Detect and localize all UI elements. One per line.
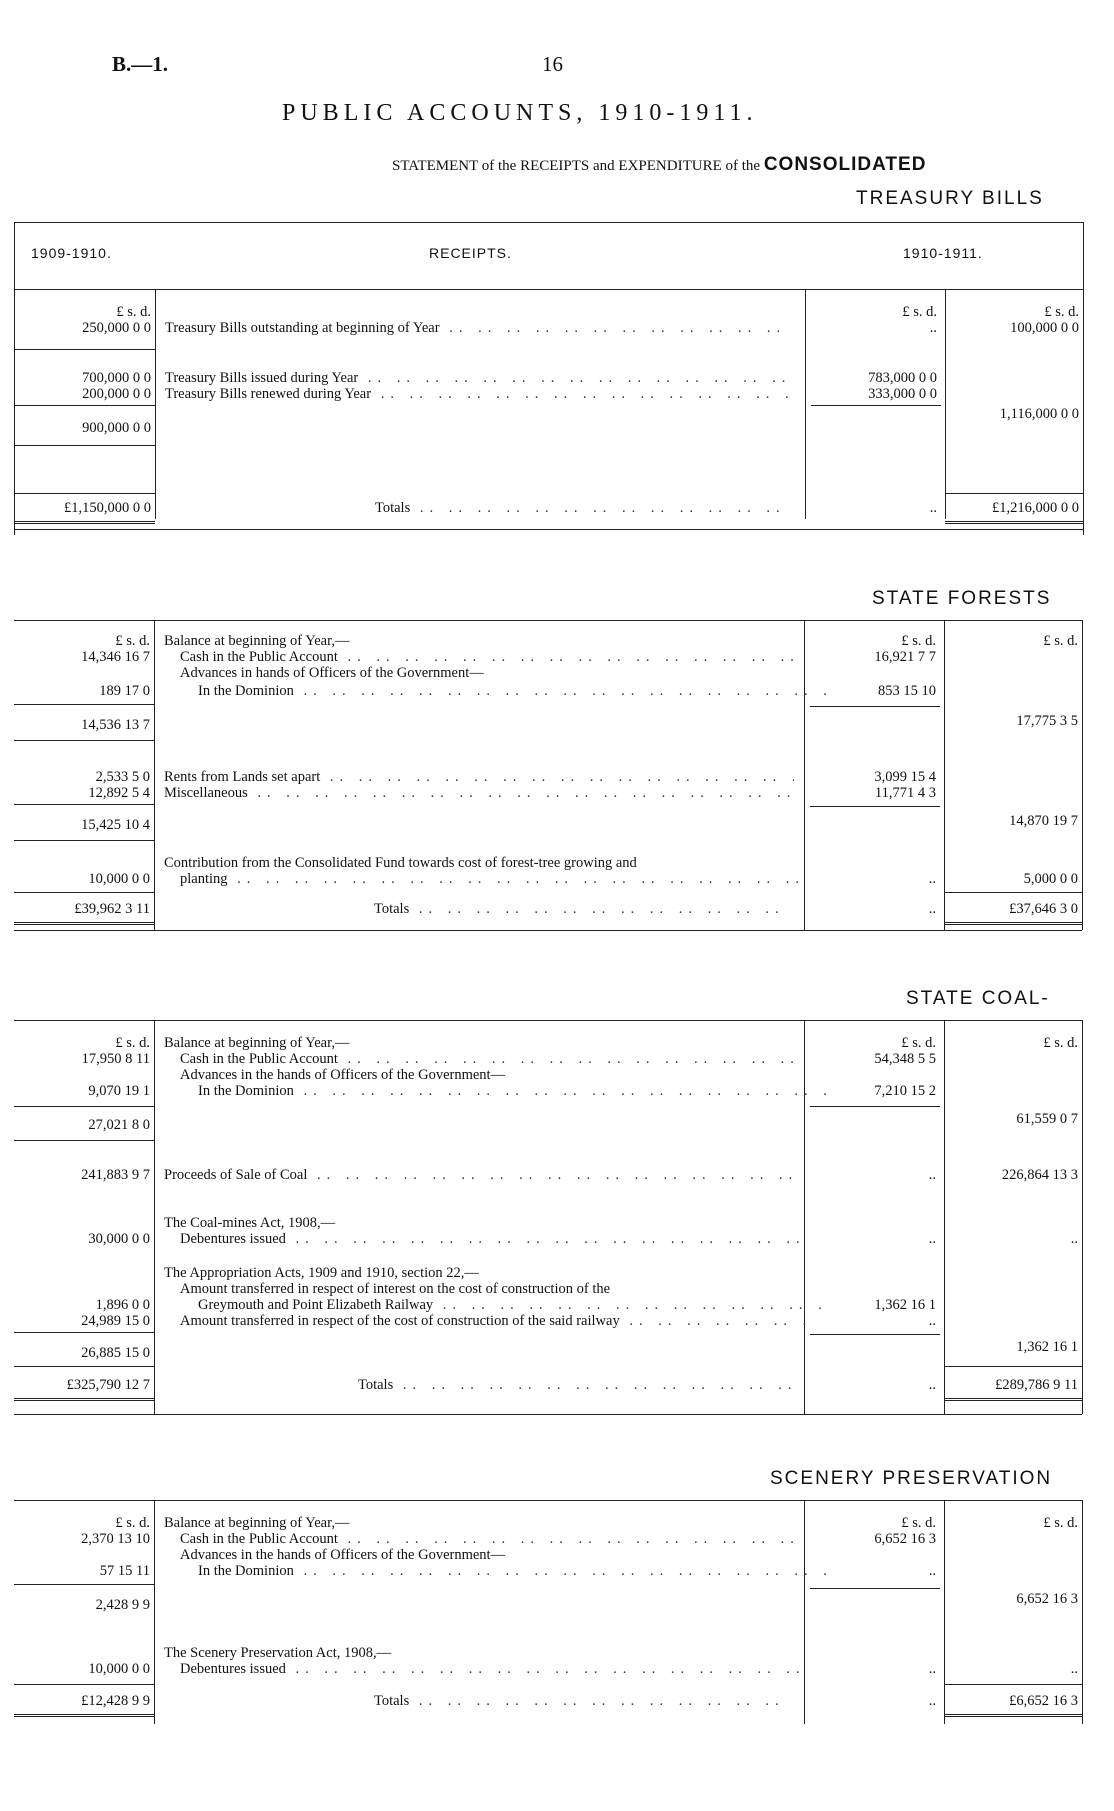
total-prev: £39,962 3 11 [74,901,150,917]
prev-amount: 27,021 8 0 [88,1117,150,1133]
current-amount: .. [928,871,936,887]
state-forests-table [14,620,1082,940]
current-amount: 3,099 15 4 [874,769,936,785]
current-amount: .. [928,1661,936,1677]
prev-amount: 250,000 0 0 [82,320,151,336]
current-amount: .. [928,1563,936,1579]
prev-amount: 10,000 0 0 [88,871,150,887]
units-out: £ s. d. [1043,1515,1078,1531]
row-description: Advances in the hands of Officers of the Government— [180,1067,506,1083]
table-row [14,1562,1082,1580]
current-amount: 11,771 4 3 [874,785,936,801]
totals-row [15,499,1083,517]
units-prev: £ s. d. [115,1515,150,1531]
total-amount: 14,870 19 7 [1009,813,1078,829]
current-amount: .. [929,320,937,336]
table-row [14,1660,1082,1678]
totals-label: Totals .. .. [374,1692,794,1710]
table-row [15,419,1083,437]
units-in: £ s. d. [901,633,936,649]
prev-amount: 12,892 5 4 [88,785,150,801]
prev-amount: 189 17 0 [99,683,150,699]
prev-amount: 26,885 15 0 [81,1345,150,1361]
total-amount: .. [1070,1231,1078,1247]
prev-amount: 10,000 0 0 [88,1661,150,1677]
total-prev: £12,428 9 9 [81,1693,150,1709]
units-prev: £ s. d. [116,304,151,320]
table-row [14,1082,1082,1100]
row-description: The Coal-mines Act, 1908,— [164,1215,336,1231]
table-row [14,1596,1082,1614]
row-description: Amount transferred in respect of interest on the cost of construction of the [180,1281,611,1297]
table-row [15,319,1083,337]
units-in: £ s. d. [901,1035,936,1051]
table-row [14,1166,1082,1184]
total-amount: 226,864 13 3 [1001,1167,1078,1183]
current-amount: 333,000 0 0 [868,386,937,402]
table-row [14,664,1082,682]
row-description: Treasury Bills issued during Year .. .. [165,369,795,387]
current-amount: 853 15 10 [878,683,936,699]
row-description: Advances in the hands of Officers of the Government— [180,1547,506,1563]
total-amount: 61,559 0 7 [1016,1111,1078,1127]
totals-label: Totals .. .. [374,900,794,918]
page-number: 16 [542,52,563,76]
section-title-treasury-bills: TREASURY BILLS [856,188,1044,209]
statement-prefix: STATEMENT of the RECEIPTS and EXPENDITURE of the [392,158,761,174]
document-code: B.—1. [112,52,169,76]
table-row [14,682,1082,700]
row-description: Amount transferred in respect of the cost of construction of the said railway .. .. [180,1312,810,1330]
scenery-preservation-table [14,1500,1082,1736]
current-amount: .. [928,1313,936,1329]
table-row [14,716,1082,734]
units-prev: £ s. d. [115,1035,150,1051]
row-description: Advances in hands of Officers of the Government— [180,665,484,681]
table-row [14,1312,1082,1330]
table-row [14,816,1082,834]
row-description: Cash in the Public Account .. .. [180,648,810,666]
total-current: .. [928,901,936,917]
prev-amount: 200,000 0 0 [82,386,151,402]
state-coal-table [14,1020,1082,1422]
prev-amount: 241,883 9 7 [81,1167,150,1183]
total-out: £37,646 3 0 [1009,901,1078,917]
current-amount: 7,210 15 2 [874,1083,936,1099]
total-amount: .. [1070,1661,1078,1677]
total-out: £289,786 9 11 [995,1377,1078,1393]
column-heading-1910-1911: 1910-1911. [903,245,983,261]
prev-amount: 30,000 0 0 [88,1231,150,1247]
row-description: Treasury Bills renewed during Year .. .. [165,385,795,403]
total-amount: 1,116,000 0 0 [999,406,1079,422]
section-title-state-coal: STATE COAL- [906,988,1050,1009]
row-description: The Appropriation Acts, 1909 and 1910, section 22,— [164,1265,479,1281]
table-row [14,1344,1082,1362]
row-description: The Scenery Preservation Act, 1908,— [164,1645,392,1661]
row-description: Cash in the Public Account .. .. [180,1050,810,1068]
row-description: Balance at beginning of Year,— [164,1515,350,1531]
total-out: £1,216,000 0 0 [992,500,1079,516]
totals-row [14,900,1082,918]
column-heading-receipts: RECEIPTS. [429,245,512,261]
prev-amount: 2,428 9 9 [95,1597,150,1613]
row-description: Balance at beginning of Year,— [164,633,350,649]
totals-label: Totals .. .. [375,499,795,517]
total-amount: 6,652 16 3 [1016,1591,1078,1607]
page-title: PUBLIC ACCOUNTS, 1910-1911. [282,100,758,126]
table-row [14,870,1082,888]
total-amount: 100,000 0 0 [1010,320,1079,336]
current-amount: .. [928,1167,936,1183]
units-in: £ s. d. [902,304,937,320]
totals-label: Totals .. .. [358,1376,794,1394]
prev-amount: 14,346 16 7 [81,649,150,665]
row-description: Debentures issued .. .. [180,1660,810,1678]
total-prev: £1,150,000 0 0 [64,500,151,516]
total-current: .. [928,1693,936,1709]
row-description: Proceeds of Sale of Coal .. .. [164,1166,794,1184]
total-current: .. [928,1377,936,1393]
row-description: In the Dominion .. .. [198,1082,828,1100]
row-description: In the Dominion .. .. [198,1562,828,1580]
totals-row [14,1376,1082,1394]
prev-amount: 1,896 0 0 [95,1297,150,1313]
section-title-scenery-preservation: SCENERY PRESERVATION [770,1468,1053,1489]
table-row [14,1230,1082,1248]
treasury-bills-table [14,222,1084,535]
prev-amount: 2,533 5 0 [95,769,150,785]
statement-fund: CONSOLIDATED [763,154,927,175]
total-out: £6,652 16 3 [1009,1693,1078,1709]
total-current: .. [929,500,937,516]
prev-amount: 700,000 0 0 [82,370,151,386]
row-description: Treasury Bills outstanding at beginning of Year .. .. [165,319,795,337]
statement-heading [392,154,926,176]
units-out: £ s. d. [1043,633,1078,649]
totals-row [14,1692,1082,1710]
table-row [14,1116,1082,1134]
prev-amount: 57 15 11 [99,1563,150,1579]
total-amount: 17,775 3 5 [1016,713,1078,729]
prev-amount: 900,000 0 0 [82,420,151,436]
row-description: Cash in the Public Account .. .. [180,1530,810,1548]
total-prev: £325,790 12 7 [66,1377,150,1393]
section-title-state-forests: STATE FORESTS [872,588,1052,609]
prev-amount: 14,536 13 7 [81,717,150,733]
total-amount: 1,362 16 1 [1016,1339,1078,1355]
current-amount: 16,921 7 7 [874,649,936,665]
total-amount: 5,000 0 0 [1023,871,1078,887]
row-description: Rents from Lands set apart .. .. [164,768,794,786]
row-description: Miscellaneous .. .. [164,784,794,802]
current-amount: .. [928,1231,936,1247]
units-out: £ s. d. [1043,1035,1078,1051]
row-description: Contribution from the Consolidated Fund towards cost of forest-tree growing and [164,855,637,871]
current-amount: 6,652 16 3 [874,1531,936,1547]
table-row [15,385,1083,403]
table-row [14,784,1082,802]
row-description: planting .. .. [180,870,810,888]
row-description: In the Dominion .. .. [198,682,828,700]
units-in: £ s. d. [901,1515,936,1531]
current-amount: 1,362 16 1 [874,1297,936,1313]
prev-amount: 17,950 8 11 [81,1051,150,1067]
prev-amount: 2,370 13 10 [81,1531,150,1547]
row-description: Greymouth and Point Elizabeth Railway .. .. [198,1296,828,1314]
units-out: £ s. d. [1044,304,1079,320]
prev-amount: 9,070 19 1 [88,1083,150,1099]
units-prev: £ s. d. [115,633,150,649]
row-description: Debentures issued .. .. [180,1230,810,1248]
current-amount: 783,000 0 0 [868,370,937,386]
current-amount: 54,348 5 5 [874,1051,936,1067]
prev-amount: 15,425 10 4 [81,817,150,833]
column-heading-1909-1910: 1909-1910. [31,245,112,261]
row-description: Balance at beginning of Year,— [164,1035,350,1051]
prev-amount: 24,989 15 0 [81,1313,150,1329]
